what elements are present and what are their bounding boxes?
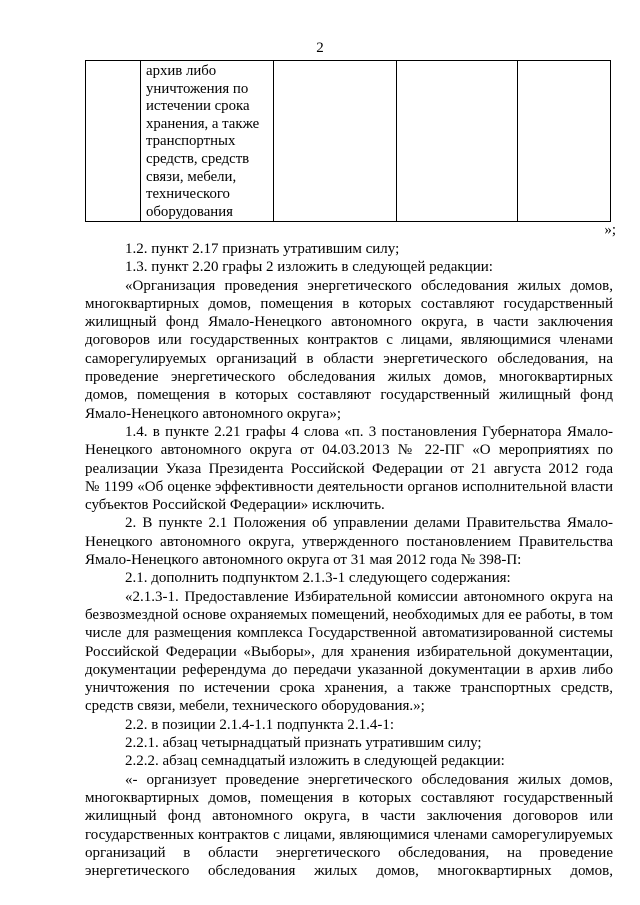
table-cell-line: уничтожения по xyxy=(146,80,249,97)
document-body xyxy=(85,240,613,880)
text-line: документации референдума до передачи указанной документации в архив либо xyxy=(85,661,613,678)
text-line: Ненецкого автономного округа от 04.03.2013 № 22-ПГ «О мероприятиях по xyxy=(85,442,613,459)
text-line: числе для размещения комплекса Государственной автоматизированной системы xyxy=(85,625,613,642)
table-cell-empty xyxy=(397,61,518,222)
text-line: реализации Указа Президента Российской Федерации от 21 августа 2012 года xyxy=(85,460,613,477)
table-row xyxy=(86,61,611,222)
text-line: 2.1. дополнить подпунктом 2.1.3-1 следующего содержания: xyxy=(125,570,511,587)
table-cell-line: связи, мебели, xyxy=(146,168,237,185)
text-line: 2.2.1. абзац четырнадцатый признать утратившим силу; xyxy=(125,735,482,752)
table-cell-line: транспортных xyxy=(146,133,236,150)
table-cell-line: архив либо xyxy=(146,63,217,79)
table-cell-line: хранения, а также xyxy=(146,115,260,132)
text-line: Российской Федерации «Выборы», для хранения избирательной документации, xyxy=(85,643,613,660)
text-line: средств связи, мебели, технического оборудования.»; xyxy=(85,698,425,715)
page-number: 2 xyxy=(316,40,324,56)
text-line: безвозмездной основе охраняемых помещений, необходимых для ее работы, в том xyxy=(85,606,613,623)
text-line: жилищный фонд Ямало-Ненецкого автономного округа, в части заключения xyxy=(85,314,613,331)
table-cell-text xyxy=(141,61,273,221)
text-line: 2.2. в позиции 2.1.4-1.1 подпункта 2.1.4-1: xyxy=(125,716,395,733)
continuation-table xyxy=(85,60,611,222)
text-line: многоквартирных домов, помещения в которых составляют государственный xyxy=(85,789,613,806)
text-line: многоквартирных домов, помещения в которых составляют государственный xyxy=(85,295,613,312)
text-line: 2.2.2. абзац семнадцатый изложить в следующей редакции: xyxy=(125,753,505,770)
table-cell-empty xyxy=(274,61,397,222)
text-line: уничтожения по истечении срока хранения, а также транспортных средств, xyxy=(85,680,613,697)
text-line: энергетического обследования жилых домов, многоквартирных домов, xyxy=(85,863,613,880)
text-line: 2. В пункте 2.1 Положения об управлении делами Правительства Ямало- xyxy=(125,515,613,532)
text-line: 1.3. пункт 2.20 графы 2 изложить в следующей редакции: xyxy=(125,259,493,276)
table-cell-number xyxy=(86,61,141,222)
text-line: государственных контрактов с лицами, являющимися членами саморегулируемых xyxy=(85,826,613,843)
text-line: «2.1.3-1. Предоставление Избирательной комиссии автономного округа на xyxy=(125,588,613,605)
table-cell-line: средств, средств xyxy=(146,150,250,167)
table-cell-function xyxy=(141,61,274,222)
text-line: Ямало-Ненецкого автономного округа от 31 мая 2012 года № 398-П: xyxy=(85,552,522,569)
text-line: 1.2. пункт 2.17 признать утратившим силу; xyxy=(125,241,400,257)
text-line: № 1199 «Об оценке эффективности деятельности органов исполнительной власти xyxy=(85,478,613,495)
text-line: организаций в области энергетического обследования, на проведение xyxy=(85,844,613,861)
text-line: Ненецкого автономного округа, утвержденного постановлением Правительства xyxy=(85,533,613,550)
table-cell-empty xyxy=(518,61,611,222)
text-line: Ямало-Ненецкого автономного округа»; xyxy=(85,405,342,422)
text-line: «- организует проведение энергетического обследования жилых домов, xyxy=(125,771,613,788)
text-line: саморегулируемых организаций в области энергетического обследования, на xyxy=(85,350,613,367)
text-line: проведение энергетического обследования жилых домов, многоквартирных xyxy=(85,369,613,386)
text-line: «Организация проведения энергетического обследования жилых домов, xyxy=(125,277,613,294)
text-line: жилищный фонд автономного округа, в части заключения договоров или xyxy=(85,808,613,825)
closing-quote: »; xyxy=(604,222,616,238)
text-line: субъектов Российской Федерации» исключить. xyxy=(85,497,385,514)
table-cell-line: истечении срока xyxy=(146,98,250,115)
text-line: домов, помещения в которых составляют государственный жилищный фонд xyxy=(85,387,613,404)
text-line: 1.4. в пункте 2.21 графы 4 слова «п. 3 постановления Губернатора Ямало- xyxy=(125,423,613,440)
table-cell-line: оборудования xyxy=(146,203,233,220)
table-cell-line: технического xyxy=(146,186,230,203)
text-line: договоров или государственных контрактов с лицами, являющимися членами xyxy=(85,332,613,349)
